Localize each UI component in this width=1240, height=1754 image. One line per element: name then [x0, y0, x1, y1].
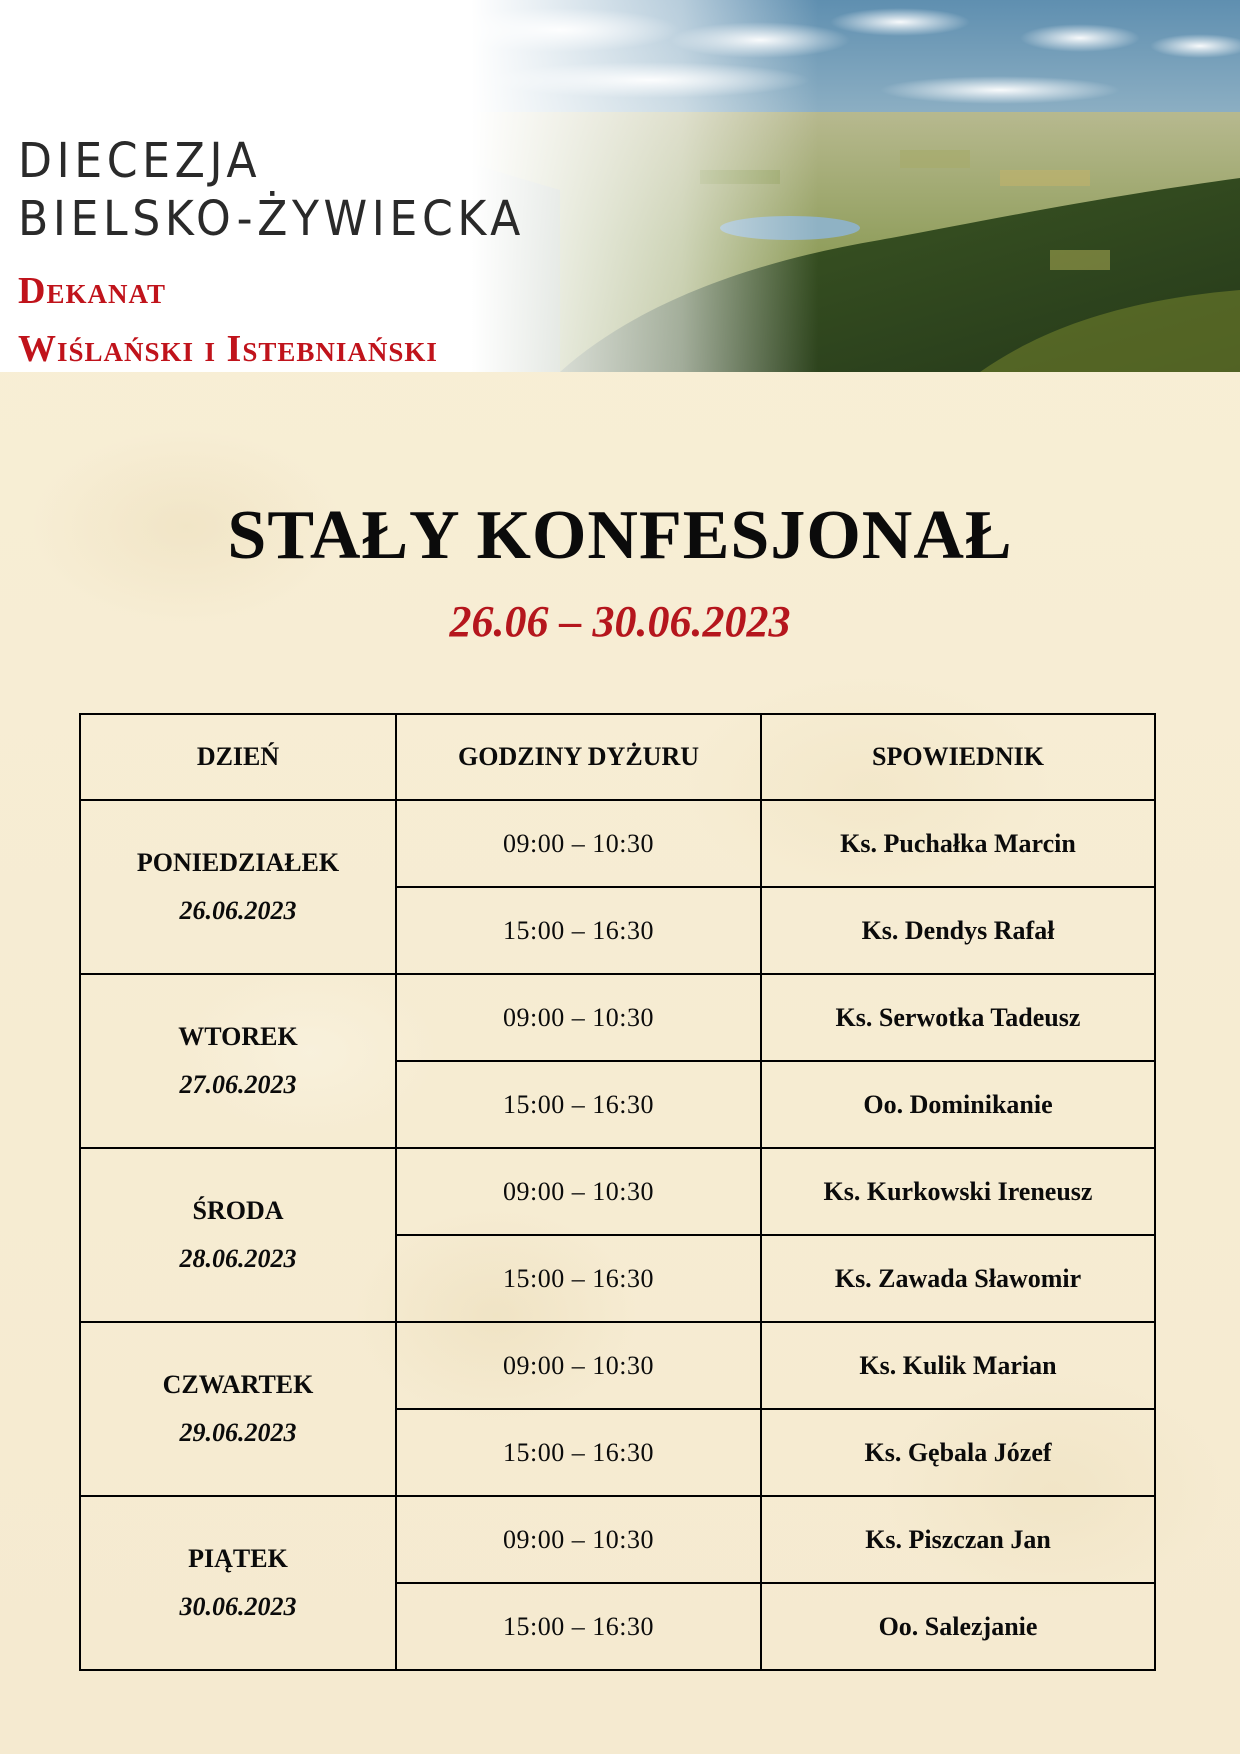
- deanery-name: [18, 262, 438, 372]
- day-cell: [80, 974, 396, 1148]
- date-range: 26.06 – 30.06.2023: [449, 597, 791, 646]
- day-cell: [80, 1496, 396, 1670]
- hours-cell: 15:00 – 16:30: [396, 1583, 761, 1670]
- confessor-cell: Ks. Gębala Józef: [761, 1409, 1155, 1496]
- confessor-cell: Ks. Piszczan Jan: [761, 1496, 1155, 1583]
- confessor-cell: Ks. Kulik Marian: [761, 1322, 1155, 1409]
- table-row: [80, 1322, 1155, 1409]
- day-name: ŚRODA: [192, 1196, 284, 1225]
- deanery-line-2: Wiślański i Istebniański: [18, 328, 438, 370]
- day-date: 27.06.2023: [179, 1070, 297, 1099]
- schedule-table: [79, 713, 1156, 1671]
- day-name: CZWARTEK: [162, 1370, 314, 1399]
- day-cell: [80, 1148, 396, 1322]
- confessor-cell: Oo. Salezjanie: [761, 1583, 1155, 1670]
- hours-cell: 09:00 – 10:30: [396, 1148, 761, 1235]
- confessor-cell: Ks. Puchałka Marcin: [761, 800, 1155, 887]
- day-date: 29.06.2023: [179, 1418, 297, 1447]
- deanery-line-1: Dekanat: [18, 270, 166, 312]
- day-date: 26.06.2023: [179, 896, 297, 925]
- diocese-name: [18, 132, 525, 248]
- hours-cell: 15:00 – 16:30: [396, 887, 761, 974]
- confessor-cell: Ks. Dendys Rafał: [761, 887, 1155, 974]
- column-header-day: DZIEŃ: [80, 714, 396, 800]
- confessor-cell: Oo. Dominikanie: [761, 1061, 1155, 1148]
- hours-cell: 09:00 – 10:30: [396, 800, 761, 887]
- confessor-cell: Ks. Zawada Sławomir: [761, 1235, 1155, 1322]
- column-header-hours: GODZINY DYŻURU: [396, 714, 761, 800]
- table-row: [80, 1148, 1155, 1235]
- hours-cell: 15:00 – 16:30: [396, 1409, 761, 1496]
- hours-cell: 15:00 – 16:30: [396, 1061, 761, 1148]
- confessor-cell: Ks. Serwotka Tadeusz: [761, 974, 1155, 1061]
- header-banner: [0, 0, 1240, 372]
- day-name: PONIEDZIAŁEK: [136, 848, 340, 877]
- hours-cell: 15:00 – 16:30: [396, 1235, 761, 1322]
- confessor-cell: Ks. Kurkowski Ireneusz: [761, 1148, 1155, 1235]
- day-name: PIĄTEK: [188, 1544, 288, 1573]
- hours-cell: 09:00 – 10:30: [396, 974, 761, 1061]
- table-row: [80, 800, 1155, 887]
- table-row: [80, 974, 1155, 1061]
- day-date: 30.06.2023: [179, 1592, 297, 1621]
- day-date: 28.06.2023: [179, 1244, 297, 1273]
- day-cell: [80, 1322, 396, 1496]
- table-header-row: [80, 714, 1155, 800]
- hours-cell: 09:00 – 10:30: [396, 1322, 761, 1409]
- diocese-line-2: BIELSKO-ŻYWIECKA: [18, 191, 525, 247]
- day-name: WTOREK: [178, 1022, 298, 1051]
- diocese-line-1: DIECEZJA: [18, 133, 262, 189]
- hours-cell: 09:00 – 10:30: [396, 1496, 761, 1583]
- table-row: [80, 1496, 1155, 1583]
- page-title: STAŁY KONFESJONAŁ: [227, 497, 1013, 574]
- column-header-confessor: SPOWIEDNIK: [761, 714, 1155, 800]
- day-cell: [80, 800, 396, 974]
